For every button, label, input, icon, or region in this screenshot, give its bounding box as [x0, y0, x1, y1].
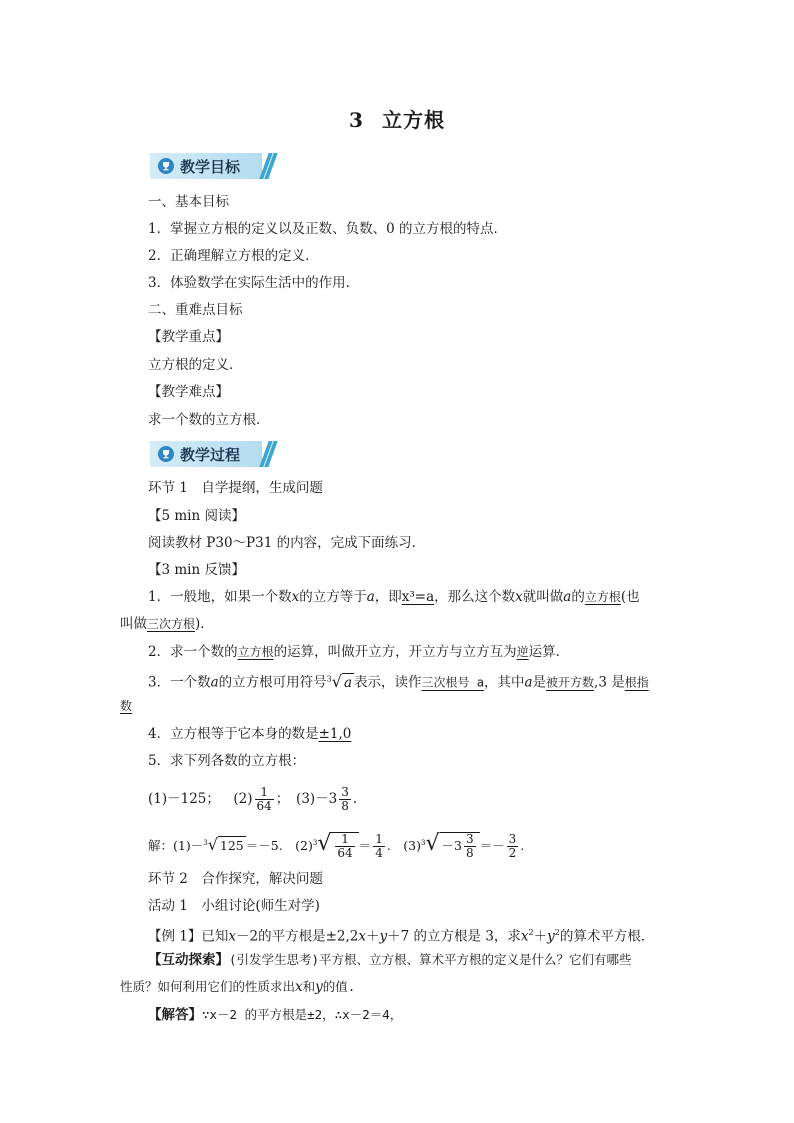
section-banner-process [150, 441, 272, 467]
feedback-heading: 【3 min 反馈】 [148, 562, 245, 578]
difficulty: 求一个数的立方根． [148, 412, 270, 428]
question-5-problems: (1)－125； (2) $\frac{1}{64}$ ； (3)－3 $\frac{3}{8}$ . [148, 785, 358, 813]
fraction-3-8: $\frac{3}{8}$ [341, 785, 349, 813]
answer-blank: ±1,0 [318, 726, 352, 742]
goal-heading-basic: 一、基本目标 [148, 194, 229, 210]
reading-text: 阅读教材 P30～P31 的内容，完成下面练习． [148, 535, 426, 551]
answer-blank: x³=a [401, 589, 435, 605]
question-5: 5．求下列各数的立方根： [148, 753, 306, 769]
answer-blank: 立方根 [237, 645, 274, 659]
example-1: 【例 1】已知x－2的平方根是±2,2x＋y＋7 的立方根是 3，求$x^2+y^2$的算术平方根． [148, 928, 655, 945]
explore-line-1: 【互动探索】(引发学生思考)平方根、立方根、算术平方根的定义是什么？它们有哪些 [148, 952, 632, 968]
key-point: 立方根的定义． [148, 357, 243, 373]
answer-blank: 被开方数 [546, 675, 595, 690]
goal-heading-key: 二、重难点目标 [148, 302, 243, 318]
page-title [0, 104, 794, 133]
banner-label: 教学目标 [180, 158, 241, 176]
goal-3: 3．体验数学在实际生活中的作用． [148, 275, 360, 291]
goal-2: 2．正确理解立方根的定义． [148, 248, 319, 264]
answer-blank: 数 [120, 699, 133, 713]
step-2-heading: 环节 2 合作探究，解决问题 [148, 871, 323, 887]
explore-line-2: 性质？如何利用它们的性质求出x和y的值. [120, 979, 356, 995]
answer-blank: 三次根号 a [421, 675, 484, 690]
answer-blank: 根指 [624, 675, 649, 690]
fraction-1-64: $\frac{1}{64}$ [256, 785, 272, 813]
question-1-line-2: 叫做三次方根)． [120, 616, 214, 632]
question-2: 2．求一个数的立方根的运算，叫做开立方，开立方与立方互为逆运算． [148, 644, 570, 660]
answer-blank: 逆 [516, 645, 529, 659]
key-point-heading: 【教学重点】 [148, 329, 229, 345]
trophy-icon [158, 158, 174, 174]
answer-blank: 三次方根 [147, 617, 196, 631]
activity-1-heading: 活动 1 小组讨论(师生对学) [148, 898, 320, 914]
answer-line: 【解答】∵x－2 的平方根是±2，∴x－2＝4， [148, 1007, 403, 1023]
section-banner-goals [150, 153, 272, 179]
question-3-line-1: 3．一个数a的立方根可用符号$^3$√ a 表示，读作三次根号 a，其中a是被开方数,3 是根指 [148, 671, 649, 691]
title-text: 立方根 [381, 108, 445, 132]
banner-label: 教学过程 [180, 446, 241, 464]
question-3-line-2 [120, 696, 132, 716]
solution-line: 解：(1)－$^3$√ 125 ＝－5. $(2)^3√$ $\frac{1}{64}$ ＝ $\frac{1}{4}$ . $(3)^3√ -3$ $\frac{3}{8}$ ＝－ $\frac{3}{2}$ . [148, 831, 525, 860]
reading-heading: 【5 min 阅读】 [148, 508, 245, 524]
cube-root-symbol: $^3$√ a [326, 671, 353, 691]
difficulty-heading: 【教学难点】 [148, 384, 229, 400]
title-number: 3 [349, 108, 364, 132]
question-4: 4．立方根等于它本身的数是±1,0 [148, 726, 352, 742]
goal-1: 1．掌握立方根的定义以及正数、负数、0 的立方根的特点． [148, 221, 507, 237]
trophy-icon [158, 446, 174, 462]
answer-blank: 立方根 [584, 590, 621, 604]
question-1-line-1: 1．一般地，如果一个数x的立方等于a，即x³=a，那么这个数x就叫做a的立方根(也 [148, 589, 640, 605]
step-1-heading: 环节 1 自学提纲，生成问题 [148, 480, 323, 496]
